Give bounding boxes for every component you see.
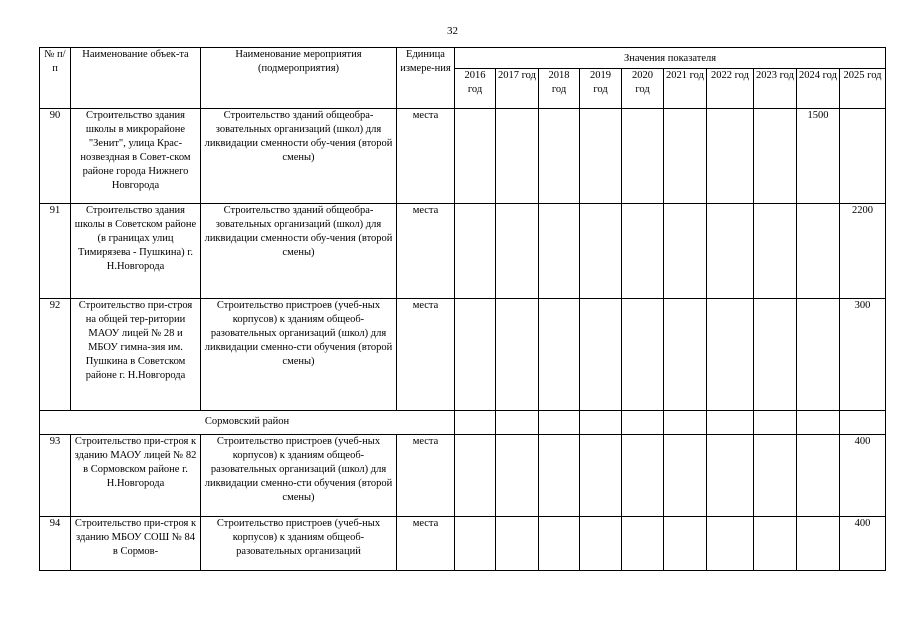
table-header [40,48,886,109]
row-num: 90 [40,109,71,204]
value-cell [455,299,496,411]
row-unit: места [397,435,455,517]
header-year: 2021 год [664,69,707,109]
value-cell [580,411,622,435]
row-activity: Строительство пристроев (учеб-ных корпусов) к зданиям общеоб-разовательных организаций [201,517,397,571]
value-cell [580,517,622,571]
value-cell: 300 [840,299,886,411]
value-cell [622,204,664,299]
value-cell [539,435,580,517]
row-object: Строительство при-строя на общей тер-ритории МАОУ лицей № 28 и МБОУ гимна-зия им. Пушкина в Советском районе г. Н.Новгорода [71,299,201,411]
section-title: Сормовский район [40,411,455,435]
header-year: 2016 год [455,69,496,109]
header-year: 2020 год [622,69,664,109]
value-cell [496,204,539,299]
value-cell [797,204,840,299]
row-object: Строительство здания школы в микрорайоне "Зенит", улица Крас-нозвездная в Совет-ском районе города Нижнего Новгорода [71,109,201,204]
value-cell [754,109,797,204]
header-year: 2022 год [707,69,754,109]
value-cell [664,204,707,299]
header-unit: Единица измере-ния [397,48,455,109]
header-year: 2025 год [840,69,886,109]
table-row [40,435,886,517]
value-cell [840,109,886,204]
row-num: 93 [40,435,71,517]
value-cell [455,204,496,299]
value-cell [455,411,496,435]
value-cell [580,109,622,204]
value-cell [754,517,797,571]
value-cell [707,299,754,411]
value-cell [754,204,797,299]
page-number: 32 [447,25,458,37]
value-cell [707,204,754,299]
value-cell [797,411,840,435]
value-cell [622,517,664,571]
row-object: Строительство при-строя к зданию МАОУ лицей № 82 в Сормовском районе г. Н.Новгорода [71,435,201,517]
value-cell [622,435,664,517]
value-cell [580,204,622,299]
value-cell [754,435,797,517]
value-cell [664,411,707,435]
row-unit: места [397,204,455,299]
row-object: Строительство при-строя к зданию МБОУ СОШ № 84 в Сормов- [71,517,201,571]
value-cell [664,435,707,517]
row-num: 94 [40,517,71,571]
value-cell [496,109,539,204]
row-unit: места [397,109,455,204]
value-cell [496,411,539,435]
value-cell [707,517,754,571]
row-activity: Строительство зданий общеобра-зовательных организаций (школ) для ликвидации сменности обу-чения (второй смены) [201,109,397,204]
value-cell [455,517,496,571]
value-cell [664,299,707,411]
value-cell [797,517,840,571]
value-cell [622,299,664,411]
table-row [40,204,886,299]
value-cell: 2200 [840,204,886,299]
value-cell [496,435,539,517]
value-cell [707,411,754,435]
value-cell [539,204,580,299]
value-cell: 400 [840,435,886,517]
table-row [40,517,886,571]
value-cell [664,109,707,204]
row-object: Строительство здания школы в Советском районе (в границах улиц Тимирязева - Пушкина) г. Н.Новгорода [71,204,201,299]
row-unit: места [397,299,455,411]
value-cell [707,109,754,204]
value-cell [797,299,840,411]
value-cell [580,435,622,517]
value-cell [539,109,580,204]
header-year: 2018 год [539,69,580,109]
table-row [40,299,886,411]
header-year: 2019 год [580,69,622,109]
row-unit: места [397,517,455,571]
value-cell [496,517,539,571]
value-cell [539,411,580,435]
value-cell [754,411,797,435]
value-cell [754,299,797,411]
value-cell [580,299,622,411]
header-num: № п/п [40,48,71,109]
value-cell [622,109,664,204]
value-cell [455,109,496,204]
value-cell [797,435,840,517]
header-year: 2023 год [754,69,797,109]
row-activity: Строительство пристроев (учеб-ных корпусов) к зданиям общеоб-разовательных организаций (школ) для ликвидации сменно-сти обучения (второй смены) [201,299,397,411]
value-cell [840,411,886,435]
value-cell [455,435,496,517]
value-cell [539,517,580,571]
row-activity: Строительство пристроев (учеб-ных корпусов) к зданиям общеоб-разовательных организаций (школ) для ликвидации сменно-сти обучения (второй смены) [201,435,397,517]
value-cell [707,435,754,517]
header-activity: Наименование мероприятия (подмероприятия) [201,48,397,109]
value-cell: 400 [840,517,886,571]
value-cell: 1500 [797,109,840,204]
header-year: 2017 год [496,69,539,109]
header-values: Значения показателя [455,48,886,69]
header-year: 2024 год [797,69,840,109]
section-row [40,411,886,435]
value-cell [539,299,580,411]
value-cell [664,517,707,571]
row-num: 91 [40,204,71,299]
header-object: Наименование объек-та [71,48,201,109]
row-num: 92 [40,299,71,411]
table-row [40,109,886,204]
row-activity: Строительство зданий общеобра-зовательных организаций (школ) для ликвидации сменности обу-чения (второй смены) [201,204,397,299]
value-cell [496,299,539,411]
value-cell [622,411,664,435]
indicator-table [39,47,886,571]
